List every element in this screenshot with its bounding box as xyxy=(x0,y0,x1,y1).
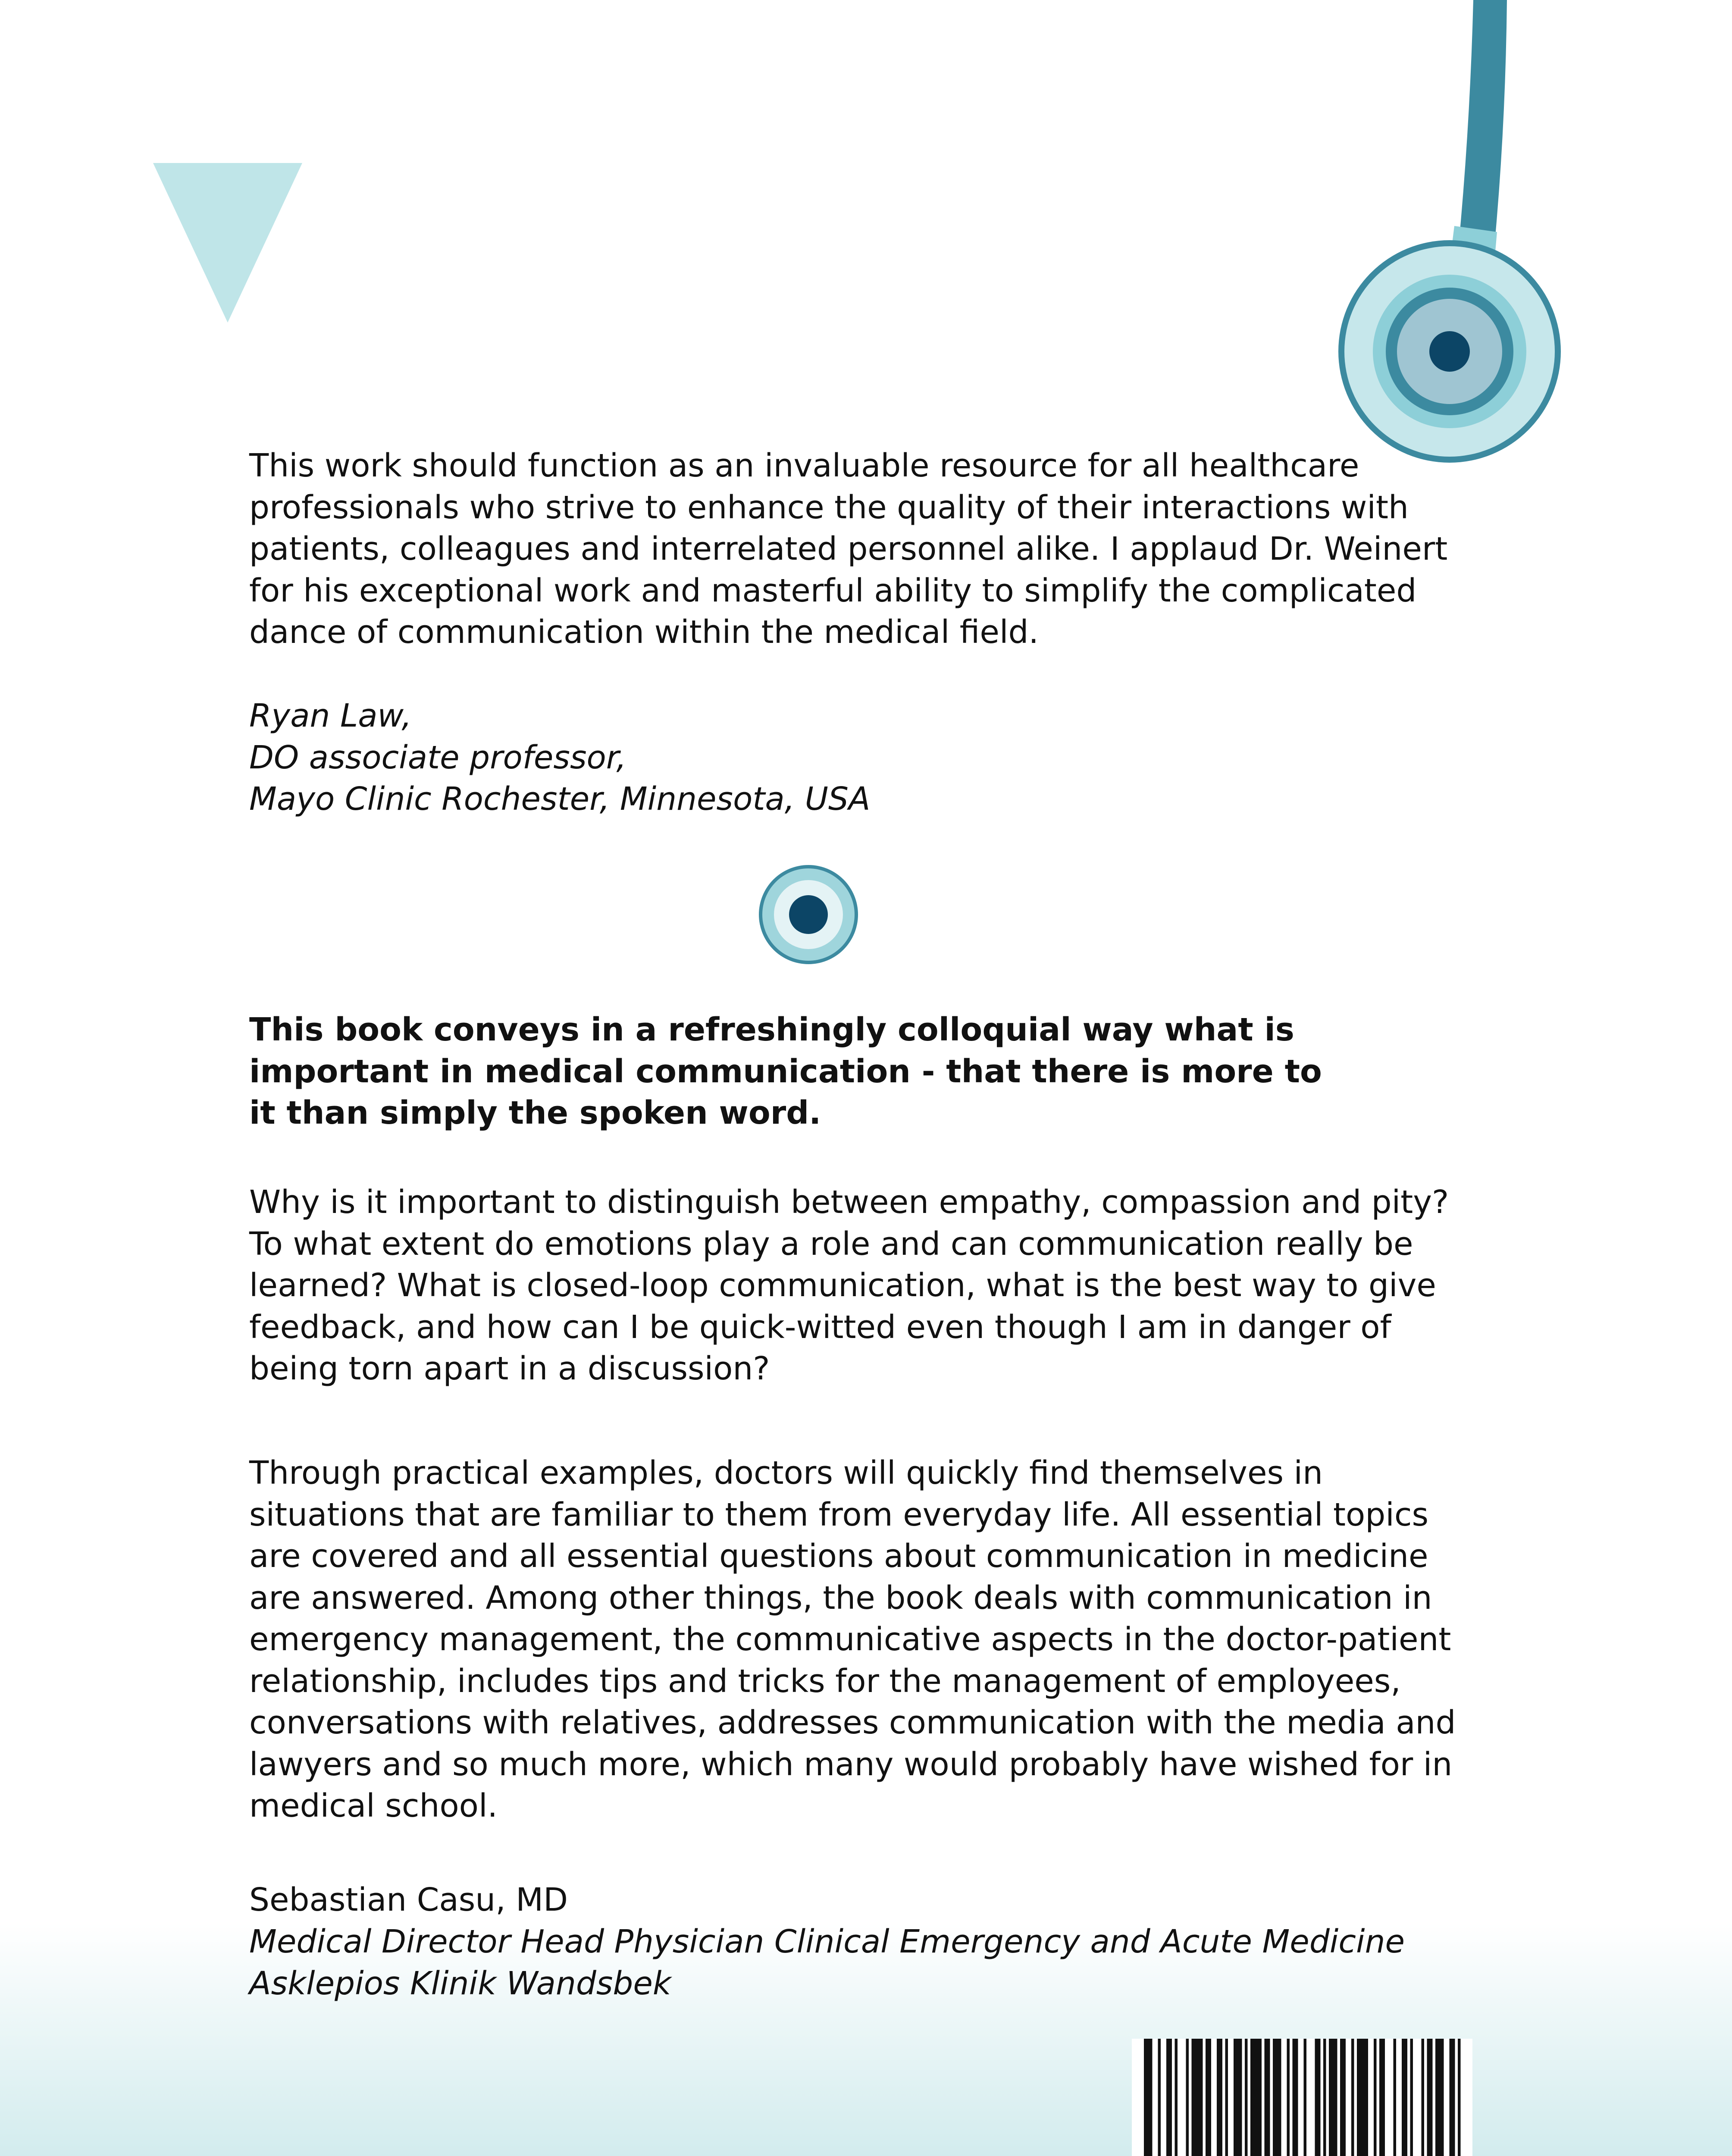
barcode-bar xyxy=(1351,2039,1354,2156)
quote-text: This work should function as an invaluable resource for all healthcare professionals who strive to enhance the quality of their interactions with patients, colleagues and interrelated personnel alike. I applaud Dr. Weinert for his exceptional work and masterful ability to simplify the complicated dance of communication within the medical field. xyxy=(249,447,1448,651)
barcode-bar xyxy=(1293,2039,1298,2156)
quote-attribution: Ryan Law, DO associate professor, Mayo Clinic Rochester, Minnesota, USA xyxy=(249,697,871,818)
barcode-bar xyxy=(1158,2039,1161,2156)
isbn-barcode xyxy=(1132,2039,1472,2156)
barcode-bar xyxy=(1394,2039,1397,2156)
barcode-bar xyxy=(1144,2039,1153,2156)
barcode-bar xyxy=(1206,2039,1211,2156)
barcode-bar xyxy=(1427,2039,1433,2156)
barcode-icon xyxy=(1132,2039,1472,2156)
down-triangle-icon xyxy=(153,163,302,323)
stethoscope-chestpiece-icon xyxy=(758,864,859,965)
barcode-bar xyxy=(1379,2039,1385,2156)
barcode-bar xyxy=(1435,2039,1444,2156)
barcode-bar xyxy=(1287,2039,1290,2156)
barcode-bar xyxy=(1374,2039,1377,2156)
blurb-questions: Why is it important to distinguish between empathy, compassion and pity? To what extent do emotions play a role and can communication really be learned? What is closed-loop communication, what is the best way to give feedback, and how can I be quick-witted even though I am in danger of being torn apart in a discussion? xyxy=(249,1184,1449,1387)
barcode-bar xyxy=(1273,2039,1281,2156)
barcode-bar xyxy=(1458,2039,1461,2156)
barcode-bar xyxy=(1225,2039,1228,2156)
barcode-bar xyxy=(1340,2039,1346,2156)
barcode-bar xyxy=(1410,2039,1413,2156)
barcode-bar xyxy=(1450,2039,1455,2156)
barcode-bar xyxy=(1304,2039,1307,2156)
blurb-description: Through practical examples, doctors will quickly find themselves in situations that are familiar to them from everyday life. All essential topics are covered and all essential questions about communication in medicine are answered. Among other things, the book deals with communication in emergency management, the communicative aspects in the doctor-patient relationship, includes tips and tricks for the management of employees, conversations with relatives, addresses communication with the media and lawyers and so much more, which many would probably have wished for in medical school. xyxy=(249,1454,1456,1824)
barcode-bar xyxy=(1329,2039,1337,2156)
barcode-bar xyxy=(1217,2039,1222,2156)
barcode-bar xyxy=(1402,2039,1407,2156)
barcode-bar xyxy=(1422,2039,1425,2156)
barcode-bar xyxy=(1234,2039,1242,2156)
barcode-bar xyxy=(1186,2039,1189,2156)
stethoscope-icon xyxy=(1328,0,1569,470)
reviewer-name: Sebastian Casu, MD xyxy=(249,1881,568,1918)
barcode-bar xyxy=(1265,2039,1270,2156)
barcode-bar xyxy=(1166,2039,1172,2156)
barcode-bar xyxy=(1175,2039,1178,2156)
barcode-bar xyxy=(1315,2039,1321,2156)
barcode-bar xyxy=(1192,2039,1203,2156)
barcode-bar xyxy=(1357,2039,1368,2156)
reviewer-title: Medical Director Head Physician Clinical Emergency and Acute Medicine Asklepios Klinik Wandsbek xyxy=(249,1923,1405,2002)
barcode-bar xyxy=(1323,2039,1326,2156)
barcode-bar xyxy=(1250,2039,1262,2156)
barcode-bar xyxy=(1245,2039,1248,2156)
blurb-tagline: This book conveys in a refreshingly colloquial way what is important in medical communication - that there is more to it than simply the spoken word. xyxy=(249,1011,1322,1131)
